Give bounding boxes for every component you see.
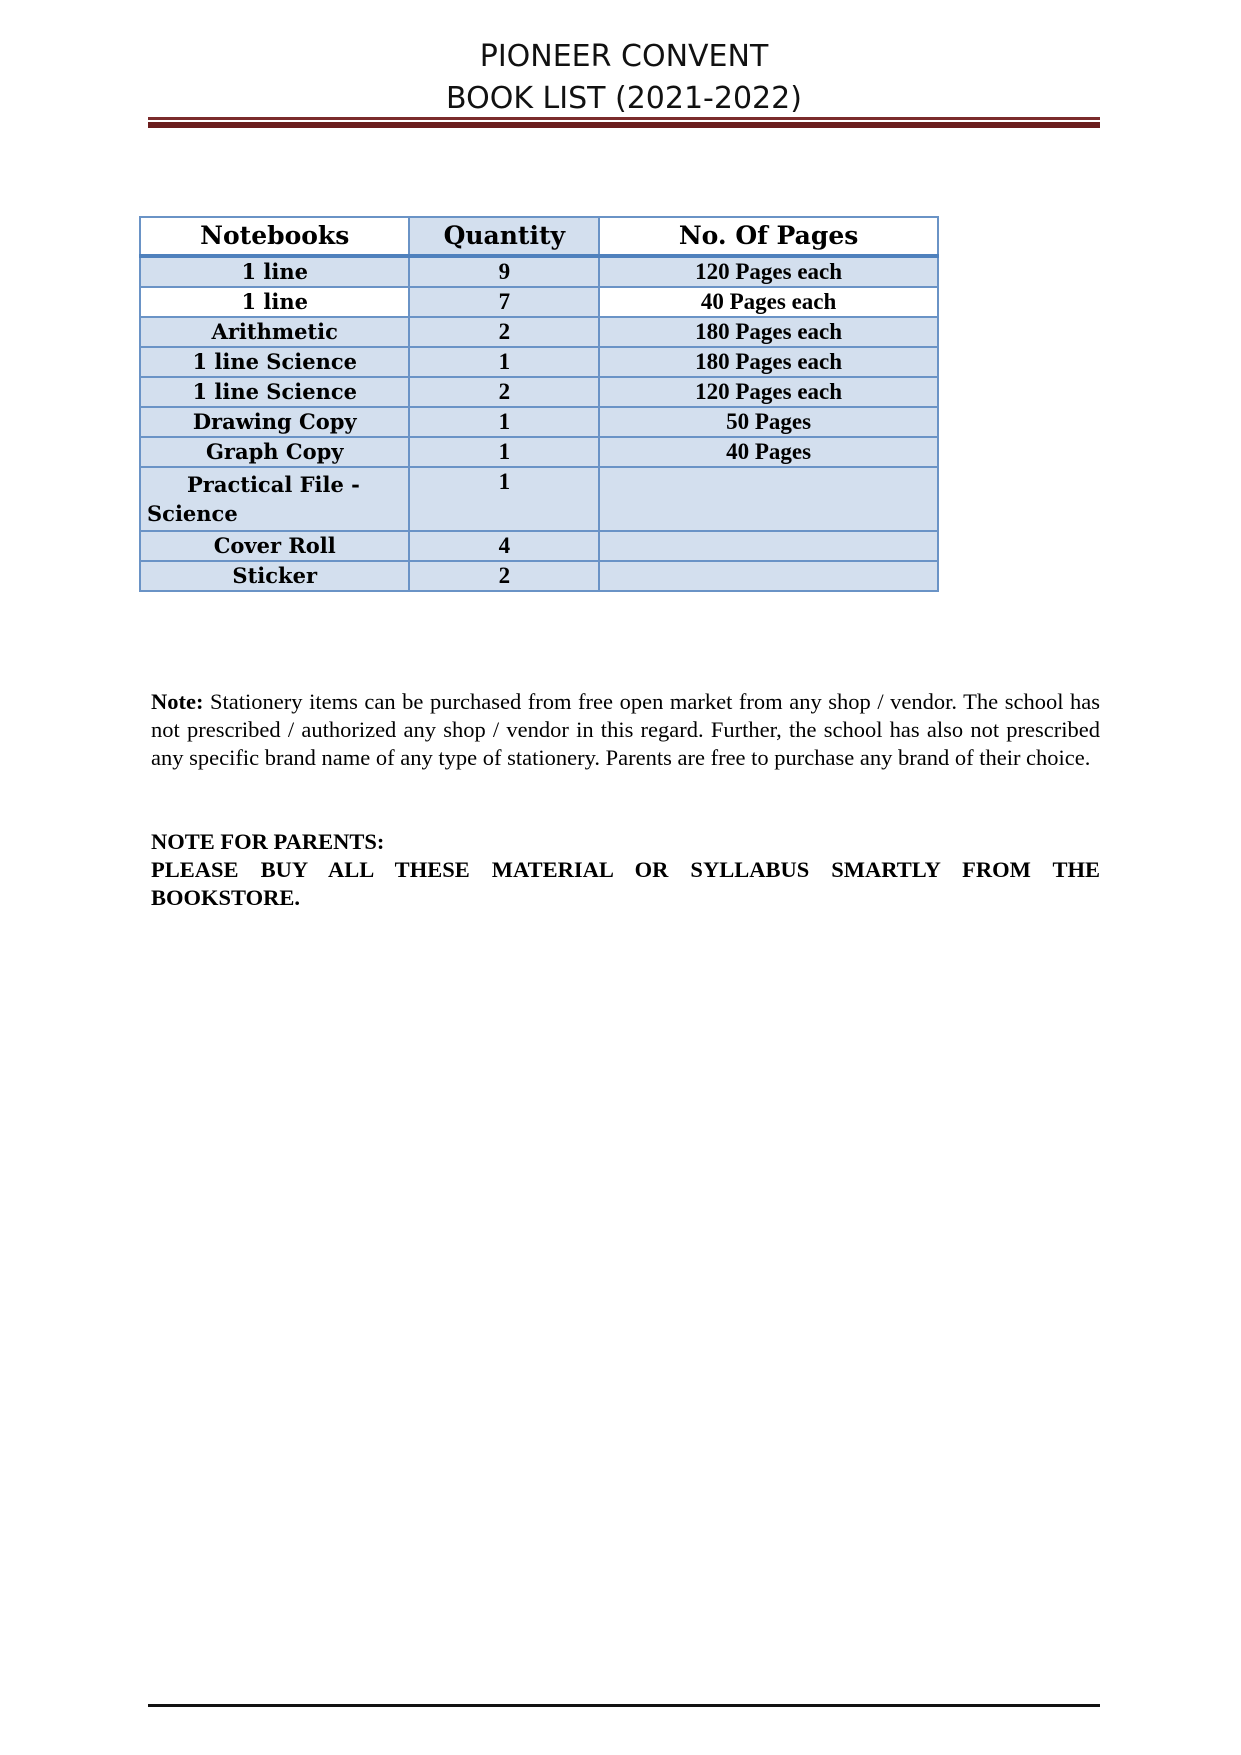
pages-cell	[599, 561, 938, 591]
qty-cell: 1	[409, 467, 599, 531]
table-row	[140, 407, 938, 437]
pages-cell: 120 Pages each	[599, 377, 938, 407]
note-text: Stationery items can be purchased from free open market from any shop / vendor. The school has not prescribed / authorized any shop / vendor in this regard. Further, the school has also not prescribed any specific brand name of any type of stationery. Parents are free to purchase any brand of their choice.	[151, 689, 1100, 770]
item-cell	[140, 467, 409, 531]
table-row	[140, 347, 938, 377]
table-row	[140, 377, 938, 407]
qty-cell: 2	[409, 561, 599, 591]
table-row	[140, 317, 938, 347]
pages-cell	[599, 467, 938, 531]
school-name: PIONEER CONVENT	[479, 39, 769, 74]
pages-cell: 40 Pages	[599, 437, 938, 467]
table-row	[140, 531, 938, 561]
item-cell: 1 line Science	[140, 347, 409, 377]
item-cell: Cover Roll	[140, 531, 409, 561]
header-rule-thick	[148, 122, 1100, 128]
parents-note-line-1: PLEASE BUY ALL THESE MATERIAL OR SYLLABUS SMARTLY FROM THE	[151, 857, 1100, 882]
qty-cell: 7	[409, 287, 599, 317]
qty-cell: 2	[409, 377, 599, 407]
qty-cell: 4	[409, 531, 599, 561]
pages-cell	[599, 531, 938, 561]
item-cell: 1 line Science	[140, 377, 409, 407]
note-label: Note:	[151, 689, 204, 714]
pages-cell: 180 Pages each	[599, 347, 938, 377]
item-cell: Arithmetic	[140, 317, 409, 347]
item-cell: Graph Copy	[140, 437, 409, 467]
item-cell: Sticker	[140, 561, 409, 591]
header-quantity: Quantity	[409, 217, 599, 256]
item-cell: 1 line	[140, 287, 409, 317]
pages-cell: 40 Pages each	[599, 287, 938, 317]
parents-note-heading: NOTE FOR PARENTS:	[151, 829, 385, 854]
header-rule-thin	[148, 117, 1100, 120]
stationery-note	[151, 688, 1100, 772]
pages-cell: 50 Pages	[599, 407, 938, 437]
qty-cell: 1	[409, 347, 599, 377]
qty-cell: 1	[409, 407, 599, 437]
page-header	[148, 36, 1100, 120]
parents-note	[151, 828, 1100, 912]
parents-note-line-2: BOOKSTORE.	[151, 885, 301, 910]
header-pages: No. Of Pages	[599, 217, 938, 256]
qty-cell: 9	[409, 256, 599, 287]
item-cell: 1 line	[140, 256, 409, 287]
footer-rule	[148, 1704, 1100, 1707]
table-row	[140, 256, 938, 287]
table-header-row	[140, 217, 938, 256]
table-row	[140, 561, 938, 591]
table-row	[140, 287, 938, 317]
pages-cell: 180 Pages each	[599, 317, 938, 347]
qty-cell: 2	[409, 317, 599, 347]
qty-cell: 1	[409, 437, 599, 467]
book-list-title: BOOK LIST (2021-2022)	[446, 81, 802, 116]
item-cell: Drawing Copy	[140, 407, 409, 437]
item-line-2: Science	[147, 501, 238, 526]
notebooks-table	[139, 216, 939, 592]
table-row	[140, 467, 938, 531]
header-notebooks: Notebooks	[140, 217, 409, 256]
item-line-1: Practical File -	[187, 472, 360, 497]
table-row	[140, 437, 938, 467]
pages-cell: 120 Pages each	[599, 256, 938, 287]
